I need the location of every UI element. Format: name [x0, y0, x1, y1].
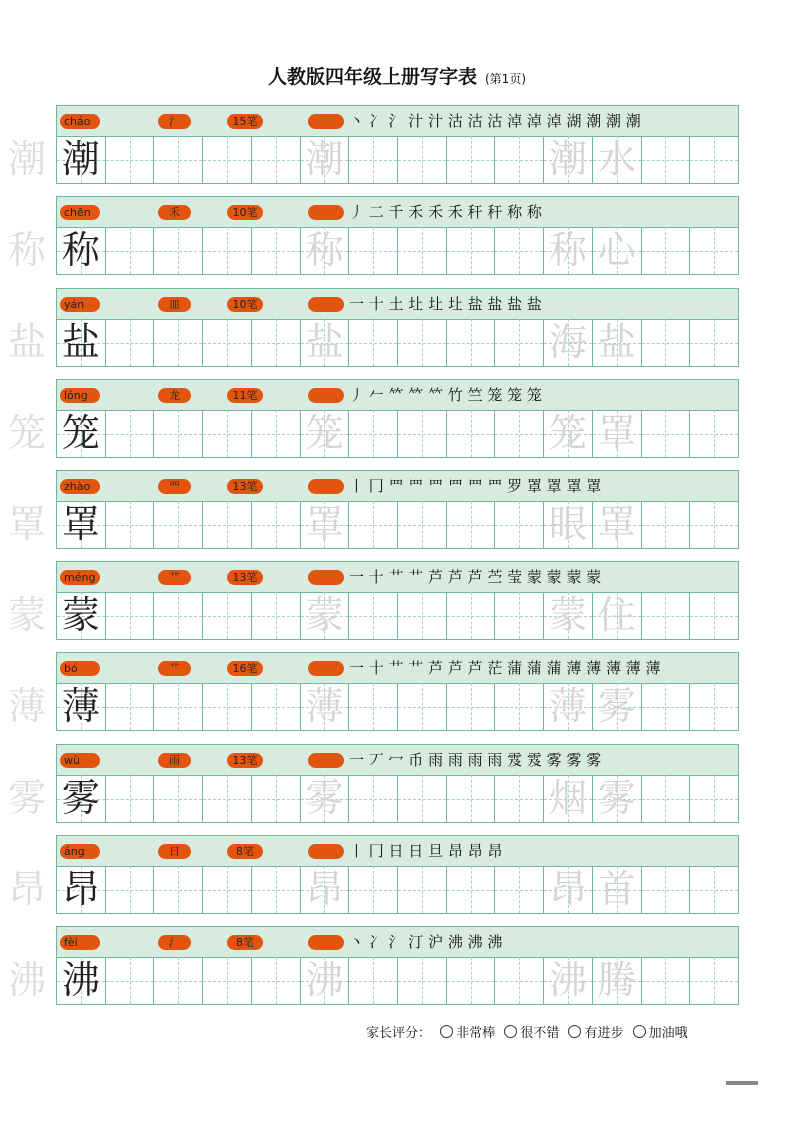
page-number: (第1页) [485, 72, 526, 86]
character-row [7, 652, 739, 731]
writing-cell[interactable] [593, 683, 642, 730]
writing-cell[interactable] [154, 136, 203, 183]
pinyin-badge: lóng [60, 388, 100, 403]
stroke-order: 丿 二 千 禾 禾 禾 秆 秆 称 称 [349, 203, 542, 221]
writing-cell[interactable] [398, 592, 447, 639]
trace-character: 潮 [305, 137, 344, 181]
writing-cell[interactable] [544, 683, 593, 730]
stroke-order: 丶 冫 氵 汁 汁 沽 沽 沽 淖 淖 淖 湖 潮 潮 潮 [349, 112, 641, 130]
writing-cell[interactable] [154, 319, 203, 366]
writing-cell[interactable] [593, 592, 642, 639]
stroke-order-badge [308, 844, 344, 859]
option-label: 非常棒 [456, 1026, 496, 1041]
writing-cell[interactable] [203, 227, 252, 274]
writing-cell[interactable] [544, 136, 593, 183]
writing-cell[interactable] [252, 410, 301, 457]
stroke-order: 丨 冂 罒 罒 罒 罒 罒 罒 罗 罩 罩 罩 罩 [349, 477, 602, 495]
model-character: 笼 [61, 411, 100, 455]
word-character-1: 沸 [549, 958, 588, 1002]
row-header [57, 745, 738, 776]
writing-cell[interactable] [106, 775, 155, 822]
writing-cell[interactable] [301, 683, 350, 730]
writing-cell[interactable] [398, 136, 447, 183]
writing-cell[interactable] [301, 136, 350, 183]
writing-cell[interactable] [642, 775, 691, 822]
writing-cell[interactable] [495, 775, 544, 822]
writing-cell[interactable] [544, 866, 593, 913]
writing-cell[interactable] [203, 136, 252, 183]
model-character: 称 [61, 228, 100, 272]
writing-cell[interactable] [593, 136, 642, 183]
pinyin-badge: méng [60, 570, 100, 585]
writing-cell[interactable] [349, 957, 398, 1004]
writing-cell[interactable] [544, 410, 593, 457]
row-header [57, 380, 738, 411]
writing-cell[interactable] [642, 319, 691, 366]
writing-cell[interactable] [106, 319, 155, 366]
option-label: 很不错 [520, 1026, 560, 1041]
writing-cell[interactable] [593, 227, 642, 274]
writing-cell[interactable] [349, 775, 398, 822]
writing-cell[interactable] [447, 136, 496, 183]
stroke-order: 丿 𠂉 𥫗 𥫗 𥫗 竹 竺 笼 笼 笼 [349, 386, 542, 404]
stroke-order: 丶 冫 氵 汀 沪 沸 沸 沸 [349, 933, 503, 951]
writing-cell[interactable] [349, 683, 398, 730]
radio-option-4[interactable] [633, 1025, 646, 1038]
radical-badge: 日 [158, 844, 191, 859]
radical-badge: 氵 [158, 935, 191, 950]
radical-badge: 皿 [158, 297, 191, 312]
ghost-character: 盐 [7, 320, 46, 364]
writing-cell[interactable] [301, 410, 350, 457]
writing-cell[interactable] [447, 410, 496, 457]
word-character-1: 笼 [549, 411, 588, 455]
pinyin-badge: zhào [60, 479, 100, 494]
radical-badge: 氵 [158, 114, 191, 129]
writing-cell[interactable] [593, 775, 642, 822]
stroke-order-badge [308, 388, 344, 403]
model-character: 罩 [61, 502, 100, 546]
writing-cell[interactable] [106, 501, 155, 548]
character-row [7, 744, 739, 823]
ghost-character: 罩 [7, 502, 46, 546]
writing-cell[interactable] [203, 319, 252, 366]
radical-badge: 禾 [158, 205, 191, 220]
character-row [7, 835, 739, 914]
row-header [57, 197, 738, 228]
stroke-order-badge [308, 753, 344, 768]
writing-cell[interactable] [642, 957, 691, 1004]
writing-cell[interactable] [349, 227, 398, 274]
writing-cell[interactable] [642, 136, 691, 183]
word-character-2: 雾 [597, 776, 636, 820]
writing-cell[interactable] [349, 592, 398, 639]
writing-cell[interactable] [57, 683, 106, 730]
writing-cell[interactable] [690, 410, 738, 457]
stroke-order-badge [308, 935, 344, 950]
stroke-count-badge: 8笔 [227, 844, 263, 859]
word-character-2: 罩 [597, 502, 636, 546]
stroke-order: 丨 冂 日 日 旦 昂 昂 昂 [349, 842, 503, 860]
stroke-order-badge [308, 479, 344, 494]
writing-grid [57, 775, 738, 822]
writing-cell[interactable] [154, 683, 203, 730]
trace-character: 蒙 [305, 593, 344, 637]
writing-cell[interactable] [447, 501, 496, 548]
stroke-count-badge: 8笔 [227, 935, 263, 950]
model-character: 蒙 [61, 593, 100, 637]
writing-cell[interactable] [57, 775, 106, 822]
stroke-count-badge: 13笔 [227, 570, 263, 585]
writing-cell[interactable] [398, 957, 447, 1004]
evaluation-label: 家长评分： [366, 1026, 432, 1041]
row-header [57, 106, 738, 137]
radio-option-2[interactable] [504, 1025, 517, 1038]
writing-cell[interactable] [301, 227, 350, 274]
writing-cell[interactable] [495, 683, 544, 730]
radical-badge: 龙 [158, 388, 191, 403]
writing-cell[interactable] [252, 866, 301, 913]
radio-option-3[interactable] [568, 1025, 581, 1038]
stroke-count-badge: 15笔 [227, 114, 263, 129]
ghost-character: 笼 [7, 411, 46, 455]
writing-cell[interactable] [398, 319, 447, 366]
character-row [7, 470, 739, 549]
writing-cell[interactable] [544, 501, 593, 548]
writing-cell[interactable] [301, 319, 350, 366]
model-character: 雾 [61, 776, 100, 820]
ghost-character: 蒙 [7, 593, 46, 637]
title-text: 人教版四年级上册写字表 [267, 66, 477, 88]
writing-cell[interactable] [544, 592, 593, 639]
writing-cell[interactable] [106, 866, 155, 913]
writing-cell[interactable] [203, 866, 252, 913]
radio-option-1[interactable] [440, 1025, 453, 1038]
word-character-1: 海 [549, 320, 588, 364]
trace-character: 罩 [305, 502, 344, 546]
character-row [7, 196, 739, 275]
pinyin-badge: cháo [60, 114, 100, 129]
character-row [7, 379, 739, 458]
writing-cell[interactable] [203, 410, 252, 457]
row-header [57, 471, 738, 502]
writing-cell[interactable] [447, 592, 496, 639]
writing-cell[interactable] [690, 957, 738, 1004]
writing-cell[interactable] [447, 866, 496, 913]
writing-cell[interactable] [398, 501, 447, 548]
writing-cell[interactable] [690, 319, 738, 366]
model-character: 昂 [61, 867, 100, 911]
writing-cell[interactable] [301, 866, 350, 913]
writing-cell[interactable] [642, 683, 691, 730]
writing-cell[interactable] [642, 592, 691, 639]
writing-cell[interactable] [203, 775, 252, 822]
writing-cell[interactable] [398, 866, 447, 913]
writing-cell[interactable] [544, 227, 593, 274]
stroke-order-badge [308, 570, 344, 585]
option-label: 有进步 [584, 1026, 624, 1041]
writing-cell[interactable] [593, 501, 642, 548]
writing-cell[interactable] [593, 866, 642, 913]
writing-cell[interactable] [495, 501, 544, 548]
word-character-2: 水 [597, 137, 636, 181]
writing-cell[interactable] [495, 957, 544, 1004]
writing-cell[interactable] [252, 592, 301, 639]
writing-cell[interactable] [106, 227, 155, 274]
row-header [57, 289, 738, 320]
stroke-order-badge [308, 114, 344, 129]
writing-cell[interactable] [398, 775, 447, 822]
page-title [0, 62, 794, 89]
word-character-2: 住 [597, 593, 636, 637]
writing-cell[interactable] [447, 227, 496, 274]
writing-cell[interactable] [349, 136, 398, 183]
writing-cell[interactable] [106, 592, 155, 639]
model-character: 薄 [61, 684, 100, 728]
writing-cell[interactable] [690, 592, 738, 639]
writing-cell[interactable] [642, 410, 691, 457]
writing-cell[interactable] [203, 683, 252, 730]
writing-cell[interactable] [252, 957, 301, 1004]
writing-cell[interactable] [154, 227, 203, 274]
writing-cell[interactable] [57, 227, 106, 274]
writing-cell[interactable] [301, 501, 350, 548]
writing-cell[interactable] [106, 683, 155, 730]
writing-cell[interactable] [252, 683, 301, 730]
writing-cell[interactable] [690, 136, 738, 183]
writing-cell[interactable] [57, 319, 106, 366]
word-character-1: 薄 [549, 684, 588, 728]
writing-grid [57, 592, 738, 639]
writing-grid [57, 957, 738, 1004]
row-header [57, 562, 738, 593]
word-character-2: 雾 [597, 684, 636, 728]
stroke-order: 一 十 艹 艹 芦 芦 芦 苎 莹 蒙 蒙 蒙 蒙 [349, 568, 602, 586]
word-character-1: 烟 [549, 776, 588, 820]
writing-cell[interactable] [447, 683, 496, 730]
writing-cell[interactable] [57, 592, 106, 639]
writing-cell[interactable] [690, 683, 738, 730]
character-row [7, 926, 739, 1005]
trace-character: 雾 [305, 776, 344, 820]
writing-cell[interactable] [203, 957, 252, 1004]
ghost-character: 昂 [7, 867, 46, 911]
writing-grid [57, 410, 738, 457]
writing-cell[interactable] [349, 319, 398, 366]
word-character-2: 腾 [597, 958, 636, 1002]
stroke-count-badge: 10笔 [227, 205, 263, 220]
pinyin-badge: bó [60, 661, 100, 676]
writing-cell[interactable] [544, 319, 593, 366]
writing-cell[interactable] [154, 775, 203, 822]
writing-cell[interactable] [447, 319, 496, 366]
writing-cell[interactable] [57, 501, 106, 548]
stroke-order: 一 十 艹 艹 芦 芦 芦 茫 蒲 蒲 蒲 薄 薄 薄 薄 薄 [349, 659, 661, 677]
writing-cell[interactable] [349, 501, 398, 548]
writing-cell[interactable] [57, 866, 106, 913]
writing-cell[interactable] [447, 775, 496, 822]
word-character-2: 罩 [597, 411, 636, 455]
writing-grid [57, 683, 738, 730]
writing-cell[interactable] [57, 410, 106, 457]
trace-character: 薄 [305, 684, 344, 728]
word-character-1: 潮 [549, 137, 588, 181]
character-row [7, 561, 739, 640]
writing-cell[interactable] [642, 866, 691, 913]
writing-cell[interactable] [106, 136, 155, 183]
writing-cell[interactable] [203, 592, 252, 639]
writing-cell[interactable] [252, 501, 301, 548]
radical-badge: 艹 [158, 570, 191, 585]
stroke-count-badge: 11笔 [227, 388, 263, 403]
model-character: 潮 [61, 137, 100, 181]
writing-grid [57, 866, 738, 913]
writing-cell[interactable] [642, 501, 691, 548]
word-character-1: 昂 [549, 867, 588, 911]
stroke-count-badge: 16笔 [227, 661, 263, 676]
row-header [57, 653, 738, 684]
parent-evaluation [366, 1022, 688, 1041]
stroke-order: 一 丆 冖 币 雨 雨 雨 雨 雭 雭 雾 雾 雾 [349, 751, 602, 769]
writing-cell[interactable] [495, 319, 544, 366]
writing-cell[interactable] [495, 136, 544, 183]
pinyin-badge: fèi [60, 935, 100, 950]
writing-cell[interactable] [301, 592, 350, 639]
word-character-1: 蒙 [549, 593, 588, 637]
trace-character: 盐 [305, 320, 344, 364]
writing-cell[interactable] [690, 227, 738, 274]
writing-cell[interactable] [301, 957, 350, 1004]
word-character-2: 心 [597, 228, 636, 272]
writing-cell[interactable] [398, 683, 447, 730]
writing-cell[interactable] [154, 501, 203, 548]
writing-cell[interactable] [252, 319, 301, 366]
writing-cell[interactable] [398, 410, 447, 457]
page-indicator [726, 1081, 758, 1085]
ghost-character: 称 [7, 228, 46, 272]
writing-grid [57, 136, 738, 183]
writing-cell[interactable] [544, 957, 593, 1004]
writing-cell[interactable] [349, 866, 398, 913]
row-header [57, 927, 738, 958]
writing-cell[interactable] [593, 319, 642, 366]
writing-cell[interactable] [642, 227, 691, 274]
writing-cell[interactable] [544, 775, 593, 822]
ghost-character: 薄 [7, 684, 46, 728]
stroke-order-badge [308, 661, 344, 676]
radical-badge: 雨 [158, 753, 191, 768]
stroke-order: 一 十 土 圵 圵 圵 盐 盐 盐 盐 [349, 295, 542, 313]
ghost-character: 沸 [7, 958, 46, 1002]
writing-cell[interactable] [593, 410, 642, 457]
word-character-1: 称 [549, 228, 588, 272]
row-header [57, 836, 738, 867]
writing-cell[interactable] [495, 592, 544, 639]
writing-cell[interactable] [252, 136, 301, 183]
word-character-1: 眼 [549, 502, 588, 546]
stroke-count-badge: 13笔 [227, 753, 263, 768]
character-row [7, 288, 739, 367]
writing-cell[interactable] [447, 957, 496, 1004]
writing-cell[interactable] [690, 775, 738, 822]
writing-grid [57, 319, 738, 366]
trace-character: 笼 [305, 411, 344, 455]
writing-cell[interactable] [57, 957, 106, 1004]
stroke-count-badge: 13笔 [227, 479, 263, 494]
writing-cell[interactable] [106, 410, 155, 457]
trace-character: 称 [305, 228, 344, 272]
writing-cell[interactable] [495, 866, 544, 913]
writing-cell[interactable] [252, 227, 301, 274]
writing-cell[interactable] [690, 866, 738, 913]
character-row [7, 105, 739, 184]
radical-badge: 艹 [158, 661, 191, 676]
writing-grid [57, 501, 738, 548]
ghost-character: 潮 [7, 137, 46, 181]
radical-badge: 罒 [158, 479, 191, 494]
model-character: 沸 [61, 958, 100, 1002]
writing-cell[interactable] [57, 136, 106, 183]
writing-cell[interactable] [495, 410, 544, 457]
writing-cell[interactable] [203, 501, 252, 548]
pinyin-badge: wù [60, 753, 100, 768]
option-label: 加油哦 [648, 1026, 688, 1041]
pinyin-badge: áng [60, 844, 100, 859]
writing-cell[interactable] [154, 957, 203, 1004]
writing-cell[interactable] [154, 866, 203, 913]
pinyin-badge: chēn [60, 205, 100, 220]
model-character: 盐 [61, 320, 100, 364]
writing-cell[interactable] [398, 227, 447, 274]
writing-cell[interactable] [301, 775, 350, 822]
writing-cell[interactable] [349, 410, 398, 457]
writing-cell[interactable] [495, 227, 544, 274]
writing-cell[interactable] [106, 957, 155, 1004]
ghost-character: 雾 [7, 776, 46, 820]
stroke-order-badge [308, 297, 344, 312]
stroke-count-badge: 10笔 [227, 297, 263, 312]
pinyin-badge: yán [60, 297, 100, 312]
writing-cell[interactable] [690, 501, 738, 548]
trace-character: 沸 [305, 958, 344, 1002]
writing-grid [57, 227, 738, 274]
word-character-2: 盐 [597, 320, 636, 364]
writing-cell[interactable] [154, 410, 203, 457]
word-character-2: 首 [597, 867, 636, 911]
writing-cell[interactable] [593, 957, 642, 1004]
writing-cell[interactable] [252, 775, 301, 822]
writing-cell[interactable] [154, 592, 203, 639]
stroke-order-badge [308, 205, 344, 220]
trace-character: 昂 [305, 867, 344, 911]
